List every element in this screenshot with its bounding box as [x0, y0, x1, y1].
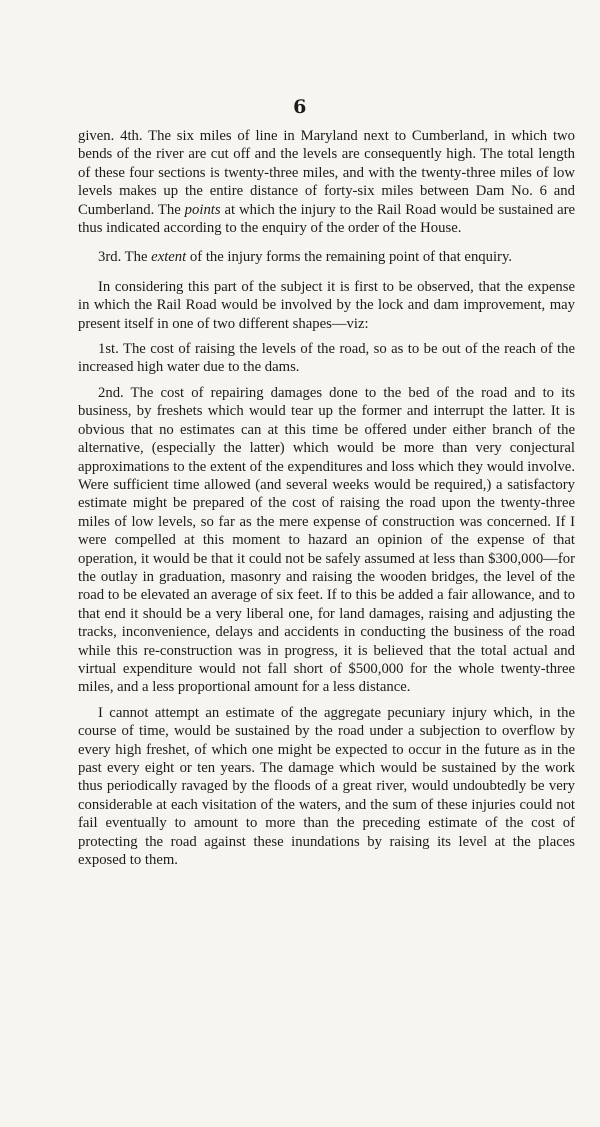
- text-segment: 1st. The cost of raising the levels of the road, so as to be out of the reach of the increased high water due to the dams.: [78, 341, 575, 376]
- text-segment: of the injury forms the remaining point of that enquiry.: [186, 249, 513, 266]
- text-segment: given. 4th. The six miles of line in Maryland next to Cumberland, in which two bends of the river are cut off and the levels are consequently high. The total length of these four sections is twenty-three miles, and with the twenty-three miles of low levels makes up the entire distance of forty-six miles between Dam No. 6 and Cumberland. The: [78, 128, 575, 218]
- text-segment: at which the injury to the Rail Road would be sustained are thus indicated according to the enquiry of the order of the House.: [78, 201, 575, 237]
- paragraph-aggregate-injury: [78, 704, 575, 870]
- italic-text-extent: extent: [151, 249, 187, 266]
- paragraph-first-shape: [78, 340, 575, 377]
- text-segment: In considering this part of the subject it is first to be observed, that the expense in which the Rail Road would be involved by the lock and dam improvement, may present itself in one of two different shapes—viz:: [78, 278, 575, 332]
- paragraph-third-point: [78, 248, 575, 266]
- italic-text-points: points: [184, 201, 221, 218]
- paragraph-second-shape: [78, 384, 575, 697]
- text-segment: 2nd. The cost of repairing damages done to the bed of the road and to its business, by freshets which would tear up the former and interrupt the latter. It is obvious that no estimates can at this time be offered under either branch of the alternative, (especially the latter) which would be more than very conjectural approximations to the extent of the expenditures and loss which they would involve. Were sufficient time allowed (and several weeks would be required,) a satisfactory estimate might be prepared of the cost of raising the road upon the twenty-three miles of low levels, so far as the mere expense of construction was concerned. If I were compelled at this moment to hazard an opinion of the expense of that operation, it would be that it could not be safely assumed at less than $300,000—for the outlay in graduation, masonry and raising the wooden bridges, the level of the road to be elevated an average of six feet. If to this be added a fair allowance, and to that end it should be a very liberal one, for land damages, raising and adjusting the tracks, inconvenience, delays and accidents in conducting the business of the road while this re-construction was in progress, it is believed that the total actual and virtual expenditure would not fall short of $500,000 for the whole twenty-three miles, and a less proportional amount for a less distance.: [78, 384, 575, 696]
- paragraph-continuation: [78, 127, 575, 237]
- text-segment: 3rd. The: [98, 249, 152, 266]
- text-segment: I cannot attempt an estimate of the aggregate pecuniary injury which, in the course of time, would be sustained by the road under a subjection to overflow by every high freshet, of which one might be expected to occur in the future as in the past every eight or ten years. The damage which would be sustained by the work thus periodically ravaged by the floods of a great river, would undoubtedly be very considerable at each visitation of the waters, and the sum of these injuries could not fail eventually to amount to more than the preceding estimate of the cost of protecting the road against these inundations by raising its level at the places exposed to them.: [78, 704, 575, 869]
- paragraph-considering: [78, 278, 575, 333]
- page-number: 6: [293, 96, 307, 118]
- body-text: [78, 127, 575, 876]
